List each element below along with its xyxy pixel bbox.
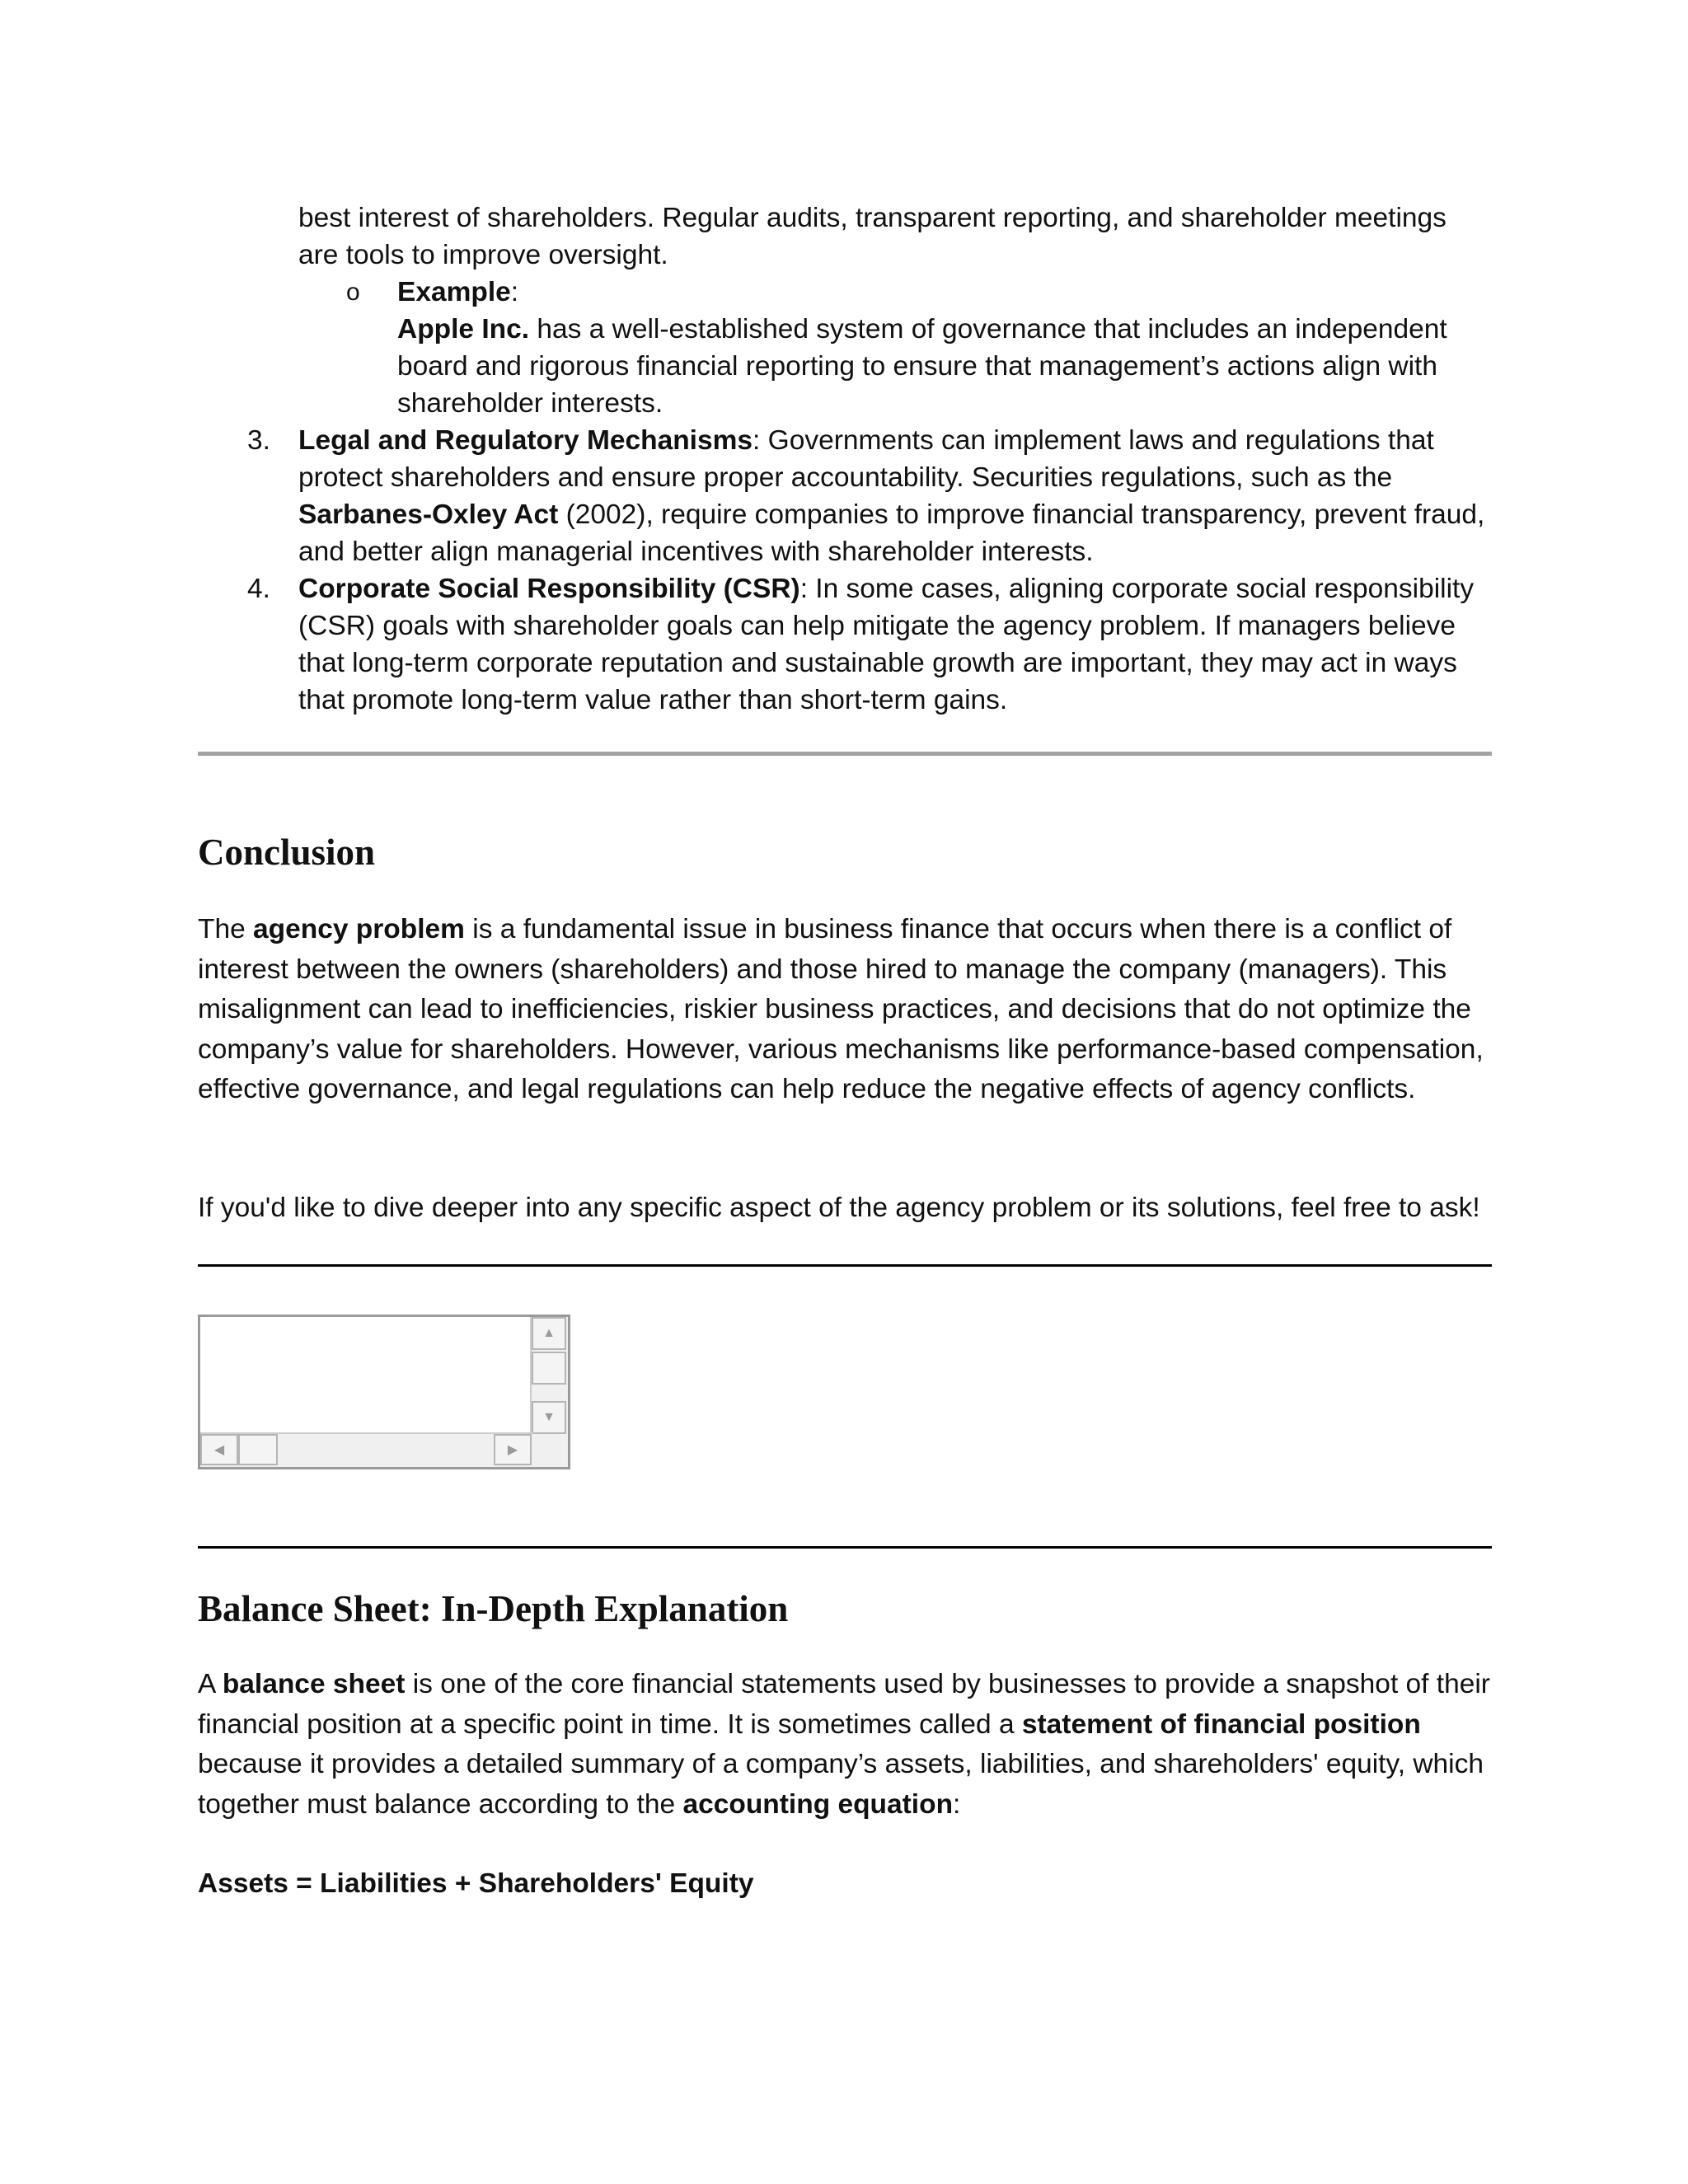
- vertical-scroll-thumb[interactable]: [532, 1352, 566, 1385]
- horizontal-scroll-thumb[interactable]: [238, 1434, 278, 1465]
- item-title: Corporate Social Responsibility (CSR): [298, 574, 800, 604]
- list-number: 4.: [247, 574, 270, 604]
- vertical-scrollbar[interactable]: [530, 1317, 568, 1436]
- example-text: has a well-established system of governance that includes an independent board and rigorous financial reporting to ensure that management’s actions align with shareholder interests.: [397, 314, 1447, 419]
- followup-paragraph: If you'd like to dive deeper into any specific aspect of the agency problem or its solutions, feel free to ask!: [198, 1193, 1480, 1223]
- conclusion-paragraph: The agency problem is a fundamental issue in business finance that occurs when there is a conflict of interest between the owners (shareholders) and those hired to manage the company (managers). This misalignment can lead to inefficiencies, riskier business practices, and decisions that do not optimize the company’s value for shareholders. However, various mechanisms like performance-based compensation, effective governance, and legal regulations can help reduce the negative effects of agency conflicts.: [198, 914, 1484, 1104]
- conclusion-heading: Conclusion: [198, 832, 376, 873]
- list-item-legal: 3. Legal and Regulatory Mechanisms: Governments can implement laws and regulations that protect shareholders and ensure proper accountability. Securities regulations, such as the Sarbanes-Oxley Act (2002), require companies to improve financial transparency, prevent fraud, and better align managerial incentives with shareholder interests.: [198, 422, 1492, 570]
- statement-of-financial-position-term: statement of financial position: [1021, 1708, 1421, 1740]
- agency-problem-term: agency problem: [253, 914, 465, 944]
- list-continuation: [198, 199, 1492, 719]
- scroll-down-arrow-icon[interactable]: ▼: [532, 1401, 566, 1434]
- oversight-paragraph: best interest of shareholders. Regular audits, transparent reporting, and shareholder meetings are tools to improve oversight.: [298, 203, 1447, 270]
- section-divider: [198, 752, 1492, 756]
- list-item-csr: 4. Corporate Social Responsibility (CSR): In some cases, aligning corporate social responsibility (CSR) goals with shareholder goals can help mitigate the agency problem. If managers believe that long-term corporate reputation and sustainable growth are important, they may act in ways that promote long-term value rather than short-term gains.: [198, 570, 1492, 719]
- scrollbar-corner: [532, 1434, 568, 1467]
- divider-line: [198, 1546, 1492, 1549]
- scroll-right-arrow-icon[interactable]: ▶: [494, 1434, 532, 1465]
- example-label: Example: [397, 277, 511, 307]
- horizontal-scrollbar[interactable]: [200, 1432, 533, 1467]
- balance-sheet-heading: Balance Sheet: In-Depth Explanation: [198, 1588, 789, 1629]
- scroll-left-arrow-icon[interactable]: ◀: [200, 1434, 238, 1465]
- item-title: Legal and Regulatory Mechanisms: [298, 425, 753, 456]
- hollow-bullet-icon: o: [346, 279, 360, 306]
- balance-sheet-paragraph: A balance sheet is one of the core financial statements used by businesses to provide a snapshot of their financial position at a specific point in time. It is sometimes called a statement of financial position because it provides a detailed summary of a company’s assets, liabilities, and shareholders' equity, which together must balance according to the accounting equation:: [198, 1669, 1490, 1820]
- list-number: 3.: [247, 425, 270, 456]
- apple-inc: Apple Inc.: [397, 314, 530, 344]
- example-sub-item: o Example: Apple Inc. has a well-established system of governance that includes an independent board and rigorous financial reporting to ensure that management’s actions align with shareholder interests.: [198, 274, 1492, 422]
- sarbanes-oxley: Sarbanes-Oxley Act: [298, 499, 559, 530]
- scroll-up-arrow-icon[interactable]: ▲: [532, 1317, 566, 1350]
- accounting-equation: Assets = Liabilities + Shareholders' Equity: [198, 1868, 754, 1899]
- divider-line: [198, 1264, 1492, 1267]
- accounting-equation-term: accounting equation: [682, 1788, 954, 1820]
- balance-sheet-term: balance sheet: [222, 1669, 406, 1699]
- embedded-text-box[interactable]: [198, 1315, 570, 1469]
